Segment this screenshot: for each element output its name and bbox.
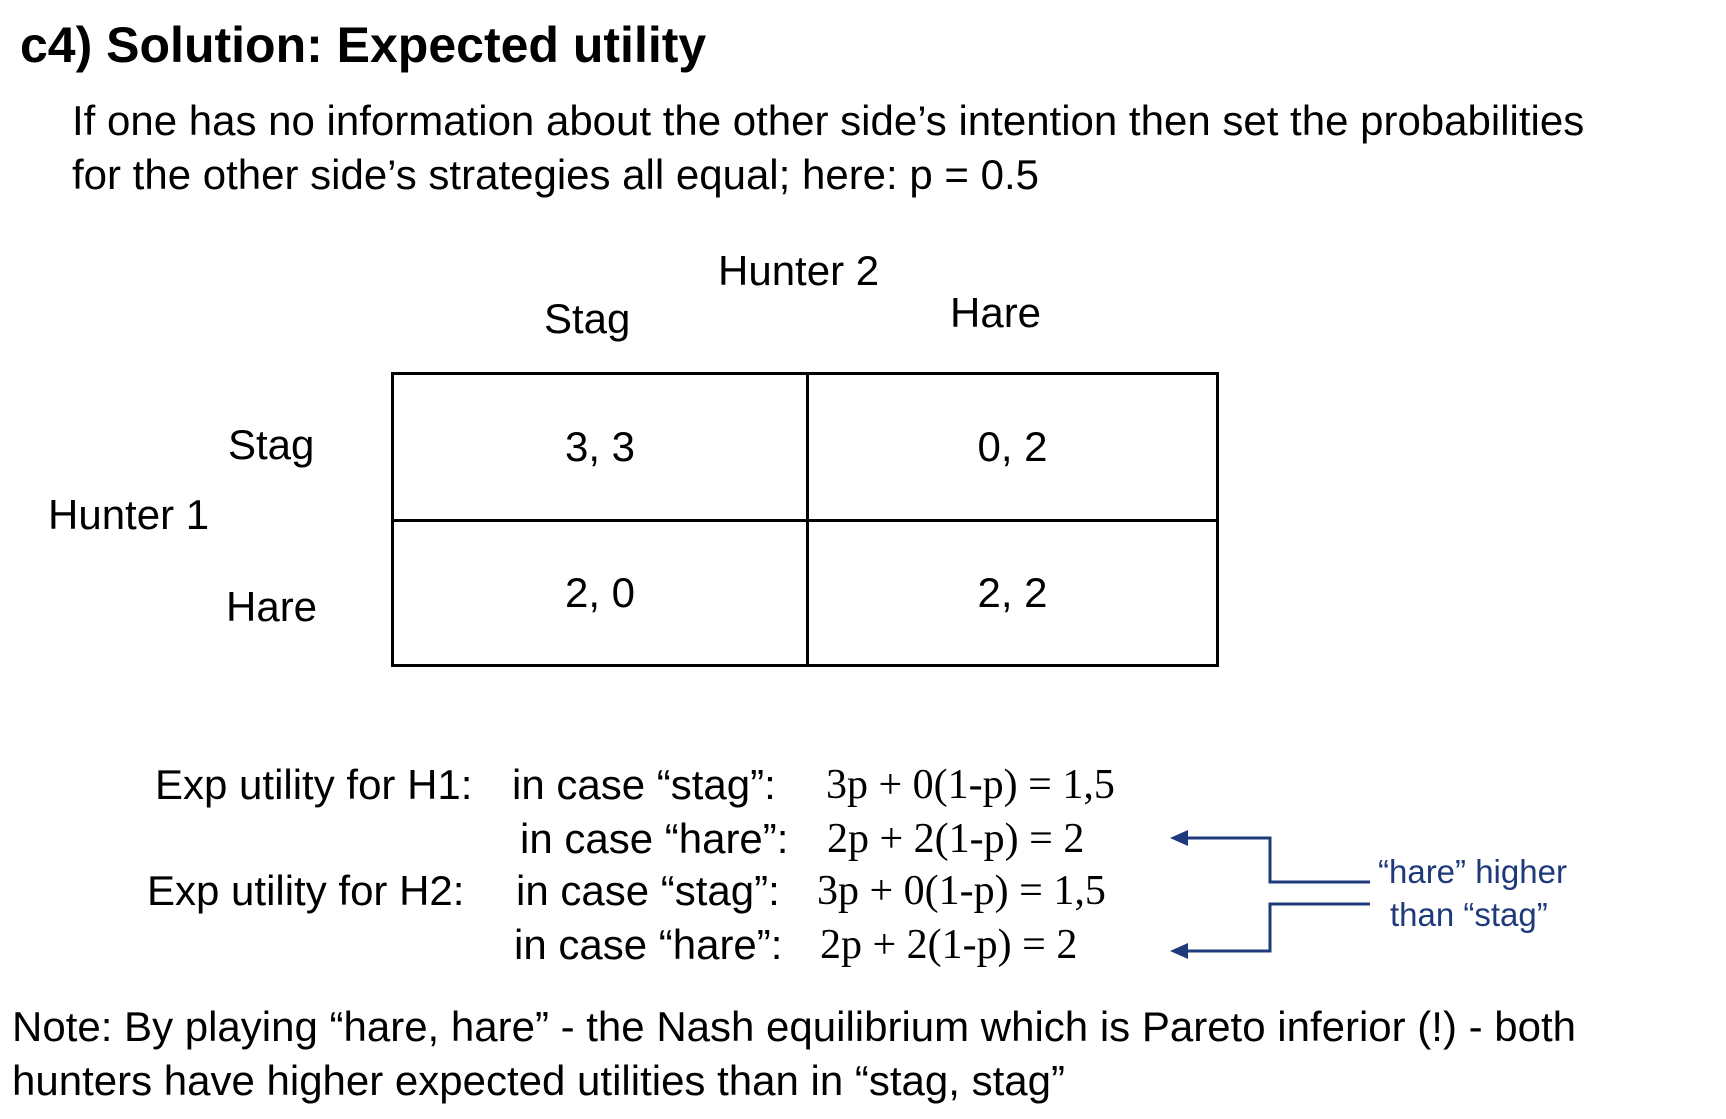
note-line-1: Note: By playing “hare, hare” - the Nash equilibrium which is Pareto inferior (!) - both: [12, 1003, 1577, 1050]
row-strategy-stag: Stag: [228, 421, 315, 468]
eu-h2-stag-label: in case “stag”:: [516, 867, 780, 914]
payoff-matrix: [391, 372, 1219, 667]
intro-line-1: If one has no information about the other side’s intention then set the probabilities: [72, 97, 1585, 144]
column-strategy-hare: Hare: [950, 289, 1042, 336]
eu-h1-prefix: Exp utility for H1:: [155, 761, 473, 808]
column-strategy-stag: Stag: [544, 295, 631, 342]
lower-bracket-line: [1184, 904, 1370, 951]
eu-h2-hare-formula: 2p + 2(1-p) = 2: [820, 922, 1078, 968]
payoff-cell-hare-stag: 2, 0: [564, 569, 636, 616]
eu-h1-hare-label: in case “hare”:: [520, 815, 789, 862]
row-player-label: Hunter 1: [48, 491, 210, 538]
comparison-bracket-arrows: [1170, 820, 1380, 970]
annotation-line-2: than “stag”: [1390, 896, 1548, 933]
intro-line-2: for the other side’s strategies all equal; here: p = 0.5: [72, 151, 1039, 198]
eu-h2-stag-formula: 3p + 0(1-p) = 1,5: [817, 868, 1106, 914]
row-strategy-hare: Hare: [226, 583, 318, 630]
eu-h2-hare-label: in case “hare”:: [514, 921, 783, 968]
eu-h2-prefix: Exp utility for H2:: [147, 867, 465, 914]
upper-bracket-line: [1184, 838, 1370, 882]
note-line-2: hunters have higher expected utilities than in “stag, stag”: [12, 1057, 1065, 1104]
payoff-cell-stag-stag: 3, 3: [564, 423, 636, 470]
lower-arrow-head-icon: [1170, 943, 1188, 959]
annotation-line-1: “hare” higher: [1378, 853, 1567, 890]
column-player-label: Hunter 2: [718, 247, 880, 294]
eu-h1-hare-formula: 2p + 2(1-p) = 2: [827, 816, 1085, 862]
payoff-cell-stag-hare: 0, 2: [977, 423, 1048, 470]
eu-h1-stag-formula: 3p + 0(1-p) = 1,5: [826, 762, 1115, 808]
eu-h1-stag-label: in case “stag”:: [512, 761, 776, 808]
payoff-cell-hare-hare: 2, 2: [977, 569, 1048, 616]
upper-arrow-head-icon: [1170, 830, 1188, 846]
page-title: c4) Solution: Expected utility: [20, 17, 707, 73]
